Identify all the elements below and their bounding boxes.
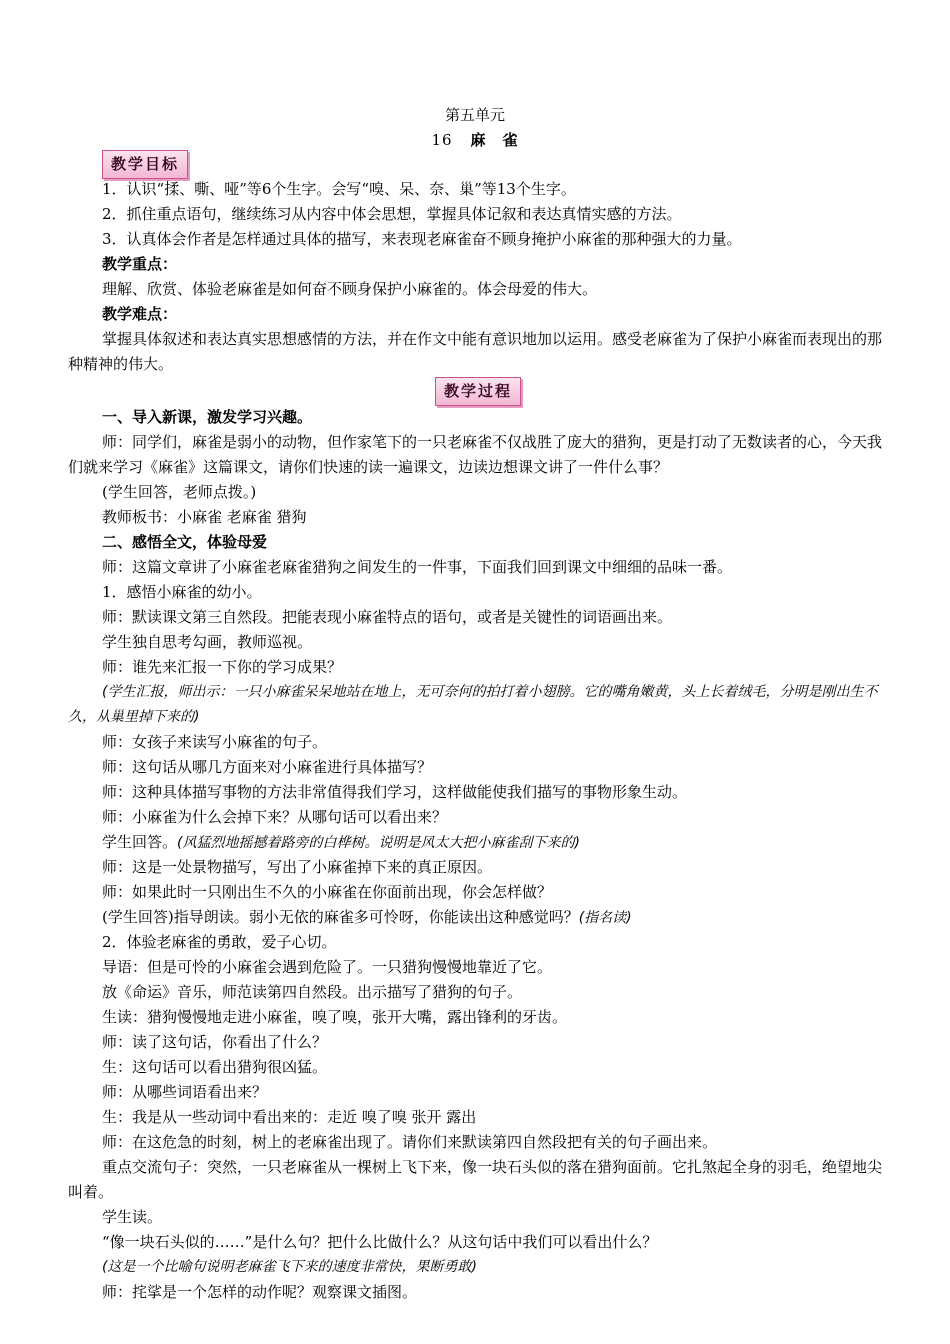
paragraph: 师：从哪些词语看出来？ (102, 1083, 268, 1101)
section-2-title: 二、感悟全文，体验母爱 (102, 533, 268, 551)
paragraph: 2．体验老麻雀的勇敢，爱子心切。 (102, 933, 337, 951)
paragraph (68, 830, 888, 855)
paragraph: 师：这是一处景物描写，写出了小麻雀掉下来的真正原因。 (102, 858, 493, 876)
paragraph: (学生回答，老师点拨。) (102, 483, 257, 501)
paragraph: 生：我是从一些动词中看出来的：走近 嗅了嗅 张开 露出 (102, 1108, 477, 1126)
paragraph: 1．感悟小麻雀的幼小。 (102, 583, 262, 601)
board-writing: 教师板书：小麻雀 老麻雀 猎狗 (102, 508, 307, 526)
objectives-badge-row (68, 152, 888, 177)
paragraph: 学生独自思考勾画，教师巡视。 (102, 633, 313, 651)
objectives-badge: 教学目标 (102, 150, 188, 179)
key-sentence: 重点交流句子：突然，一只老麻雀从一棵树上飞下来，像一块石头似的落在猎狗面前。它扎煞起全身的羽毛，绝望地尖叫着。 (68, 1158, 883, 1201)
difficulty-label: 教学难点： (102, 305, 178, 323)
paragraph: 师：如果此时一只刚出生不久的小麻雀在你面前出现，你会怎样做？ (102, 883, 553, 901)
process-badge-row (68, 377, 888, 405)
reply-text: (学生回答)指导朗读。弱小无依的麻雀多可怜呀，你能读出这种感觉吗？ (102, 908, 579, 926)
paragraph: “像一块石头似的……”是什么句？把什么比做什么？从这句话中我们可以看出什么？ (102, 1233, 658, 1251)
document-body (68, 152, 888, 1305)
paragraph: 师：谁先来汇报一下你的学习成果？ (102, 658, 343, 676)
answer-prefix: 学生回答。 (102, 833, 178, 851)
process-badge: 教学过程 (435, 377, 521, 406)
key-points-text: 理解、欣赏、体验老麻雀是如何奋不顾身保护小麻雀的。体会母爱的伟大。 (102, 280, 598, 298)
quoted-sentence: (学生汇报，师出示：一只小麻雀呆呆地站在地上，无可奈何的拍打着小翅膀。它的嘴角嫩黄，头上长着绒毛，分明是刚出生不久，从巢里掉下来的) (68, 684, 878, 725)
difficulty-text: 掌握具体叙述和表达真实思想感情的方法，并在作文中能有意识地加以运用。感受老麻雀为了保护小麻雀而表现出的那种精神的伟大。 (68, 330, 883, 373)
answer-script: (风猛烈地摇撼着路旁的白桦树。说明是风太大把小麻雀刮下来的) (177, 835, 580, 851)
paragraph: 师：默读课文第三自然段。把能表现小麻雀特点的语句，或者是关键性的词语画出来。 (102, 608, 673, 626)
paragraph: 师：读了这句话，你看出了什么？ (102, 1033, 328, 1051)
paragraph: 生读：猎狗慢慢地走进小麻雀，嗅了嗅，张开大嘴，露出锋利的牙齿。 (102, 1008, 568, 1026)
paragraph: 学生读。 (102, 1208, 163, 1226)
paragraph: 放《命运》音乐，师范读第四自然段。出示描写了猎狗的句子。 (102, 983, 523, 1001)
unit-title: 第五单元 (444, 106, 505, 124)
paragraph: 师：这种具体描写事物的方法非常值得我们学习，这样做能使我们描写的事物形象生动。 (102, 783, 688, 801)
objective-item: 1．认识“揉、嘶、哑”等6个生字。会写“嗅、呆、奈、巢”等13个生字。 (102, 180, 576, 198)
paragraph: 师：这句话从哪几方面来对小麻雀进行具体描写？ (102, 758, 433, 776)
lesson-number: 16 (431, 131, 453, 149)
paragraph: 师：在这危急的时刻，树上的老麻雀出现了。请你们来默读第四自然段把有关的句子画出来。 (102, 1133, 718, 1151)
objective-item: 3．认真体会作者是怎样通过具体的描写，来表现老麻雀奋不顾身掩护小麻雀的那种强大的力量。 (102, 230, 742, 248)
answer-script: (这是一个比喻句说明老麻雀飞下来的速度非常快，果断勇敢) (102, 1259, 477, 1275)
objective-item: 2．抓住重点语句，继续练习从内容中体会思想，掌握具体记叙和表达真情实感的方法。 (102, 205, 682, 223)
paragraph: 师：这篇文章讲了小麻雀老麻雀猎狗之间发生的一件事，下面我们回到课文中细细的品味一番。 (102, 558, 733, 576)
reply-script: (指名读) (578, 910, 632, 926)
paragraph (68, 905, 888, 930)
paragraph: 师：小麻雀为什么会掉下来？从哪句话可以看出来？ (102, 808, 448, 826)
lesson-name: 麻 雀 (470, 131, 519, 149)
section-1-title: 一、导入新课，激发学习兴趣。 (102, 408, 313, 426)
key-points-label: 教学重点： (102, 255, 178, 273)
paragraph: 师：女孩子来读写小麻雀的句子。 (102, 733, 328, 751)
paragraph: 导语：但是可怜的小麻雀会遇到危险了。一只猎狗慢慢地靠近了它。 (102, 958, 553, 976)
paragraph: 生：这句话可以看出猎狗很凶猛。 (102, 1058, 328, 1076)
lesson-title (0, 129, 950, 150)
paragraph: 师：同学们，麻雀是弱小的动物，但作家笔下的一只老麻雀不仅战胜了庞大的猎狗，更是打动了无数读者的心，今天我们就来学习《麻雀》这篇课文，请你们快速的读一遍课文，边读边想课文讲了一件什么事？ (68, 433, 883, 476)
paragraph: 师：挓挲是一个怎样的动作呢？观察课文插图。 (102, 1283, 418, 1301)
